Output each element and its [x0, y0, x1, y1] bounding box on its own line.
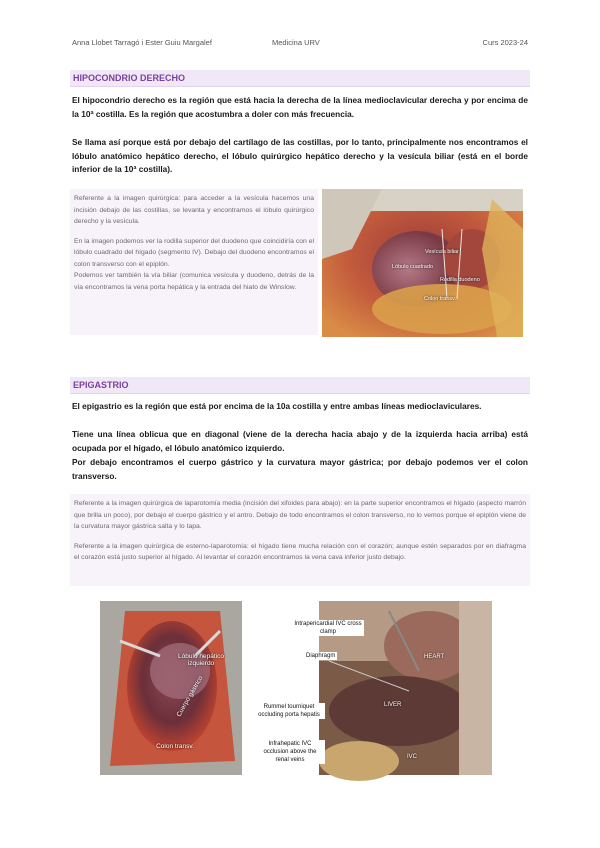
image-label: LIVER	[384, 702, 402, 708]
note-text: En la imagen podemos ver la rodilla superior del duodeno que coincidiría con el lóbulo cuadrado del hígado (segmento IV). Debajo del duodeno encontramos el colon transverso con el epiplón.	[74, 237, 314, 268]
section-title-epigastrio: EPIGASTRIO	[70, 377, 530, 394]
section-title-hipocondrio: HIPOCONDRIO DERECHO	[70, 70, 530, 87]
image-label: Rodilla duodeno	[440, 277, 480, 283]
surgical-image-sternolaparotomy	[258, 601, 492, 775]
image-label: Colon transv.	[424, 296, 456, 302]
image-label: Infrahepatic IVC occlusion above the renal veins	[255, 740, 325, 764]
paragraph: Se llama así porque está por debajo del cartílago de las costillas, por lo tanto, principalmente nos encontramos el lóbulo anatómico hepático derecho, el lóbulo quirúrgico hepático derecho y la vesícula biliar (está en el borde inferior de la 10ª costilla).	[72, 137, 528, 174]
surgical-image-gallbladder	[322, 189, 523, 337]
surgical-image-laparotomy	[100, 601, 242, 775]
paragraph: Tiene una línea oblicua que en diagonal (viene de la derecha hacia abajo y de la izquierda hacia arriba) está ocupada por el hígado, el lóbulo anatómico izquierdo.	[72, 429, 528, 453]
image-label: IVC	[407, 754, 418, 760]
image-label: Intrapericardial IVC cross clamp	[292, 620, 364, 636]
surgical-note	[70, 189, 318, 335]
note-text: Podemos ver también la vía biliar (comunica vesícula y duodeno, detrás de la vía encontramos la vena porta hepática y la entrada del hiato de Winslow.	[74, 272, 314, 291]
note-text: Referente a la imagen quirúrgica: para acceder a la vesícula hacemos una incisión debajo de las costillas, se levanta y encontramos el lóbulo quirúrgico derecho y la vesícula.	[74, 195, 314, 225]
image-label: Rummel tourniquet occluding porta hepatis	[253, 703, 325, 719]
paragraph: Por debajo encontramos el cuerpo gástrico y la curvatura mayor gástrica; por debajo podemos ver el colon transverso.	[72, 457, 528, 481]
image-label: Cuerpo gástrico	[175, 674, 205, 719]
header-course: Curs 2023-24	[482, 38, 528, 47]
image-label: Lóbulo cuadrado	[392, 264, 433, 270]
image-label: Vesícula biliar	[425, 249, 459, 255]
paragraph: El epigastrio es la región que está por encima de la 10a costilla y entre ambas líneas medioclaviculares.	[72, 401, 482, 411]
header-author: Anna Llobet Tarragó i Ester Guiu Margalef	[72, 38, 212, 47]
image-label: Lóbulo hepático izquierdo	[178, 653, 224, 667]
header-subject: Medicina URV	[272, 38, 320, 47]
image-label: HEART	[424, 654, 445, 660]
image-label: Colon transv.	[156, 743, 194, 750]
note-text: Referente a la imagen quirúrgica de laparotomía media (incisión del xifoides para abajo): en la parte superior encontramos el hígado (aspecto marrón que brilla un poco), por debajo el cuerpo gástrico y el antro. Debajo de todo encontramos el colon transverso, no lo vemos porque el epiplón viene de la curvatura mayor gástrica salta y lo tapa.	[74, 500, 526, 530]
surgical-note	[70, 494, 530, 586]
paragraph: El hipocondrio derecho es la región que está hacia la derecha de la línea medioclavicular derecha y por encima de la 10ª costilla. Es la región que acostumbra a doler con más frecuencia.	[72, 95, 528, 119]
image-label: Diaphragm	[306, 653, 336, 659]
note-text: Referente a la imagen quirúrgica de esterno-laparotomía: el hígado tiene mucha relación con el corazón; aunque estén separados por en diafragma el corazón está justo superior al hígado. Al levantar el corazón encontramos la vena cava inferior justo debajo.	[74, 542, 526, 561]
